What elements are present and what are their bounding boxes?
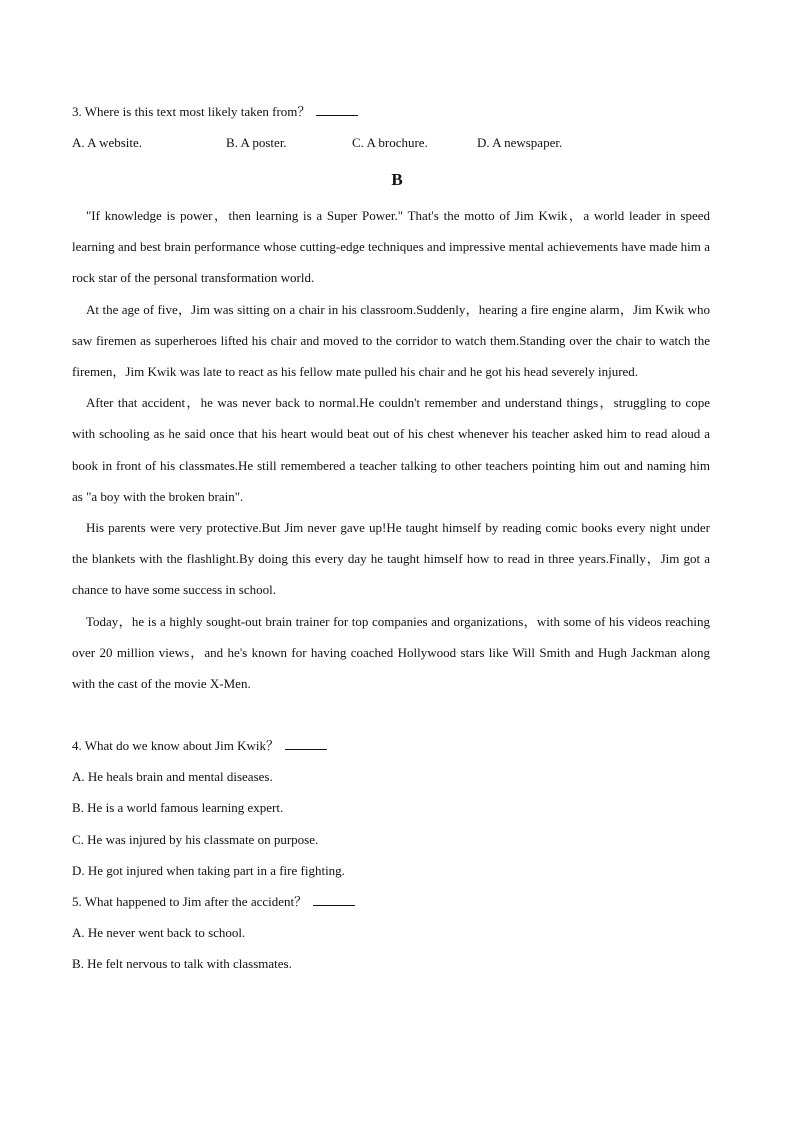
q4-option-d: D. He got injured when taking part in a fire fighting. <box>72 863 345 878</box>
question-5 <box>72 894 355 910</box>
passage-paragraph-4: His parents were very protective.But Jim never gave up!He taught himself by reading comic books every night under the blankets with the flashlight.By doing this every day he taught himself how to read in three years.Finally，Jim got a chance to have some success in school. <box>72 520 710 598</box>
q3-option-d: D. A newspaper. <box>477 135 563 150</box>
question-4 <box>72 738 327 754</box>
passage-paragraph-3: After that accident，he was never back to normal.He couldn't remember and understand things，struggling to cope with schooling as he said once that his heart would beat out of his chest whenever his teacher asked him to read aloud a book in front of his classmates.He still remembered a teacher talking to other teachers pointing him out and naming him as "a boy with the broken brain". <box>72 395 710 504</box>
q4-option-a: A. He heals brain and mental diseases. <box>72 769 273 784</box>
question-3 <box>72 104 358 120</box>
question-5-text: 5. What happened to Jim after the accident？ <box>72 894 308 909</box>
passage-paragraph-1: "If knowledge is power，then learning is a Super Power." That's the motto of Jim Kwik，a world leader in speed learning and best brain performance whose cutting-edge techniques and impressive mental achievements have made him a rock star of the personal transformation world. <box>72 208 710 286</box>
q3-option-c: C. A brochure. <box>352 135 428 150</box>
q3-option-a: A. A website. <box>72 135 143 150</box>
question-4-text: 4. What do we know about Jim Kwik？ <box>72 738 280 753</box>
q4-option-c: C. He was injured by his classmate on purpose. <box>72 832 319 847</box>
q5-option-a: A. He never went back to school. <box>72 925 246 940</box>
q5-option-b: B. He felt nervous to talk with classmates. <box>72 956 292 971</box>
answer-blank <box>313 894 355 906</box>
q4-option-b: B. He is a world famous learning expert. <box>72 800 284 815</box>
answer-blank <box>285 738 327 750</box>
q3-option-b: B. A poster. <box>226 135 287 150</box>
answer-blank <box>316 104 358 116</box>
section-title: B <box>391 170 403 189</box>
passage <box>72 200 710 699</box>
passage-paragraph-5: Today，he is a highly sought-out brain trainer for top companies and organizations，with some of his videos reaching over 20 million views，and he's known for having coached Hollywood stars like Will Smith and Hugh Jackman along with the cast of the movie X-Men. <box>72 613 710 692</box>
question-3-text: 3. Where is this text most likely taken from？ <box>72 104 311 119</box>
passage-paragraph-2: At the age of five，Jim was sitting on a chair in his classroom.Suddenly，hearing a fire engine alarm，Jim Kwik who saw firemen as superheroes lifted his chair and moved to the corridor to watch them.Standing over the chair to watch the firemen，Jim Kwik was late to react as his fellow mate pulled his chair and he got his head severely injured. <box>72 301 710 380</box>
